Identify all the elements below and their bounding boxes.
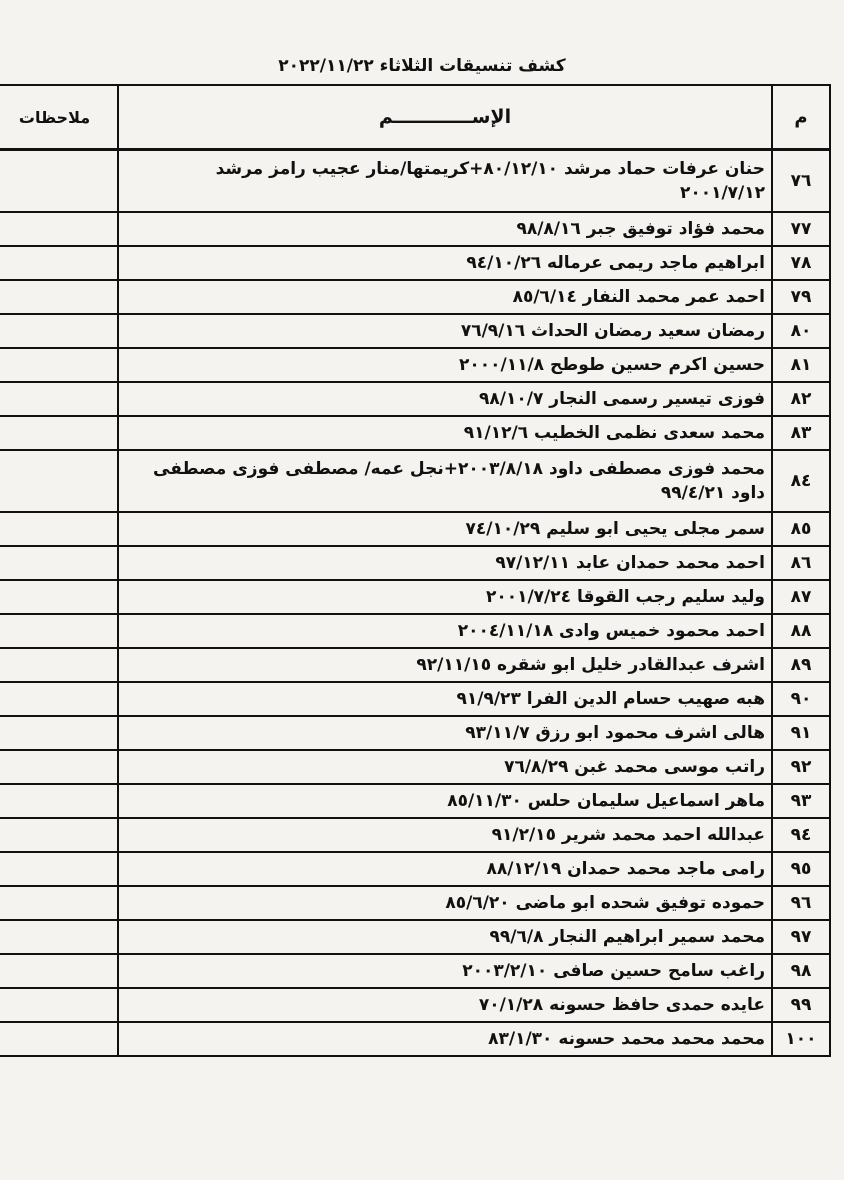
table-row (0, 314, 830, 348)
row-number: ٩١ (772, 716, 830, 750)
row-number: ٩٩ (772, 988, 830, 1022)
row-notes (0, 988, 118, 1022)
row-name: راتب موسى محمد غبن ٧٦/٨/٢٩ (118, 750, 772, 784)
table-row (0, 682, 830, 716)
row-number: ٨٦ (772, 546, 830, 580)
row-notes (0, 682, 118, 716)
row-name: احمد محمد حمدان عابد ٩٧/١٢/١١ (118, 546, 772, 580)
table-row (0, 716, 830, 750)
table-row (0, 750, 830, 784)
row-name: حموده توفيق شحده ابو ماضى ٨٥/٦/٢٠ (118, 886, 772, 920)
row-number: ٩٧ (772, 920, 830, 954)
table-row (0, 988, 830, 1022)
row-name: عايده حمدى حافظ حسونه ٧٠/١/٢٨ (118, 988, 772, 1022)
row-name: ماهر اسماعيل سليمان حلس ٨٥/١١/٣٠ (118, 784, 772, 818)
table-row (0, 416, 830, 450)
row-number: ٩٣ (772, 784, 830, 818)
row-notes (0, 1022, 118, 1056)
row-name: فوزى تيسير رسمى النجار ٩٨/١٠/٧ (118, 382, 772, 416)
row-notes (0, 512, 118, 546)
row-number: ٨٤ (772, 450, 830, 512)
table-body (0, 150, 830, 1057)
row-notes (0, 818, 118, 852)
row-number: ٩٤ (772, 818, 830, 852)
table-row (0, 246, 830, 280)
row-notes (0, 580, 118, 614)
row-name: هالى اشرف محمود ابو رزق ٩٣/١١/٧ (118, 716, 772, 750)
row-name: محمد محمد محمد حسونه ٨٣/١/٣٠ (118, 1022, 772, 1056)
row-notes (0, 920, 118, 954)
row-number: ٧٧ (772, 212, 830, 246)
table-row (0, 920, 830, 954)
row-number: ٨٢ (772, 382, 830, 416)
table-row (0, 280, 830, 314)
row-name: محمد سعدى نظمى الخطيب ٩١/١٢/٦ (118, 416, 772, 450)
row-number: ٨٨ (772, 614, 830, 648)
row-name: سمر مجلى يحيى ابو سليم ٧٤/١٠/٢٩ (118, 512, 772, 546)
row-number: ٩٨ (772, 954, 830, 988)
row-name: محمد سمير ابراهيم النجار ٩٩/٦/٨ (118, 920, 772, 954)
row-number: ٨٩ (772, 648, 830, 682)
row-name: راغب سامح حسين صافى ٢٠٠٣/٢/١٠ (118, 954, 772, 988)
row-number: ٧٨ (772, 246, 830, 280)
row-notes (0, 750, 118, 784)
table-row (0, 954, 830, 988)
row-name: رمضان سعيد رمضان الحداث ٧٦/٩/١٦ (118, 314, 772, 348)
row-notes (0, 450, 118, 512)
table-row (0, 450, 830, 512)
row-notes (0, 784, 118, 818)
row-number: ١٠٠ (772, 1022, 830, 1056)
table-row (0, 886, 830, 920)
row-name: محمد فوزى مصطفى داود ٢٠٠٣/٨/١٨+نجل عمه/ مصطفى فوزى مصطفى داود ٩٩/٤/٢١ (118, 450, 772, 512)
row-number: ٨٣ (772, 416, 830, 450)
row-name: وليد سليم رجب القوقا ٢٠٠١/٧/٢٤ (118, 580, 772, 614)
row-number: ٧٩ (772, 280, 830, 314)
table-row (0, 614, 830, 648)
table-row (0, 512, 830, 546)
row-notes (0, 954, 118, 988)
row-name: ابراهيم ماجد ريمى عرماله ٩٤/١٠/٢٦ (118, 246, 772, 280)
table-row (0, 784, 830, 818)
table-row (0, 852, 830, 886)
table-header-row (0, 85, 830, 150)
column-header-notes: ملاحظات (0, 85, 118, 150)
row-name: احمد عمر محمد النفار ٨٥/٦/١٤ (118, 280, 772, 314)
row-notes (0, 280, 118, 314)
row-notes (0, 382, 118, 416)
column-header-name: الإســــــــــــم (118, 85, 772, 150)
row-notes (0, 212, 118, 246)
row-number: ٧٦ (772, 150, 830, 213)
table-row (0, 546, 830, 580)
row-name: حنان عرفات حماد مرشد ٨٠/١٢/١٠+كريمتها/منار عجيب رامز مرشد ٢٠٠١/٧/١٢ (118, 150, 772, 213)
row-number: ٩٠ (772, 682, 830, 716)
row-notes (0, 716, 118, 750)
row-notes (0, 150, 118, 213)
table-row (0, 580, 830, 614)
table-row (0, 648, 830, 682)
table-row (0, 1022, 830, 1056)
row-name: رامى ماجد محمد حمدان ٨٨/١٢/١٩ (118, 852, 772, 886)
names-table-container (0, 84, 831, 1057)
names-table (0, 84, 831, 1057)
row-name: اشرف عبدالقادر خليل ابو شقره ٩٢/١١/١٥ (118, 648, 772, 682)
table-row (0, 212, 830, 246)
table-row (0, 818, 830, 852)
row-number: ٩٦ (772, 886, 830, 920)
row-notes (0, 348, 118, 382)
row-number: ٨٧ (772, 580, 830, 614)
row-notes (0, 852, 118, 886)
row-notes (0, 614, 118, 648)
row-name: محمد فؤاد توفيق جبر ٩٨/٨/١٦ (118, 212, 772, 246)
table-row (0, 150, 830, 213)
row-number: ٨٠ (772, 314, 830, 348)
row-notes (0, 546, 118, 580)
row-name: هبه صهيب حسام الدين الفرا ٩١/٩/٢٣ (118, 682, 772, 716)
row-notes (0, 246, 118, 280)
row-name: عبدالله احمد محمد شرير ٩١/٢/١٥ (118, 818, 772, 852)
row-notes (0, 416, 118, 450)
row-name: احمد محمود خميس وادى ٢٠٠٤/١١/١٨ (118, 614, 772, 648)
table-row (0, 348, 830, 382)
row-notes (0, 314, 118, 348)
row-notes (0, 648, 118, 682)
row-number: ٩٢ (772, 750, 830, 784)
row-number: ٩٥ (772, 852, 830, 886)
row-name: حسين اكرم حسين طوطح ٢٠٠٠/١١/٨ (118, 348, 772, 382)
document-title: كشف تنسيقات الثلاثاء ٢٠٢٢/١١/٢٢ (278, 56, 566, 76)
row-number: ٨١ (772, 348, 830, 382)
table-row (0, 382, 830, 416)
column-header-number: م (772, 85, 830, 150)
row-number: ٨٥ (772, 512, 830, 546)
row-notes (0, 886, 118, 920)
